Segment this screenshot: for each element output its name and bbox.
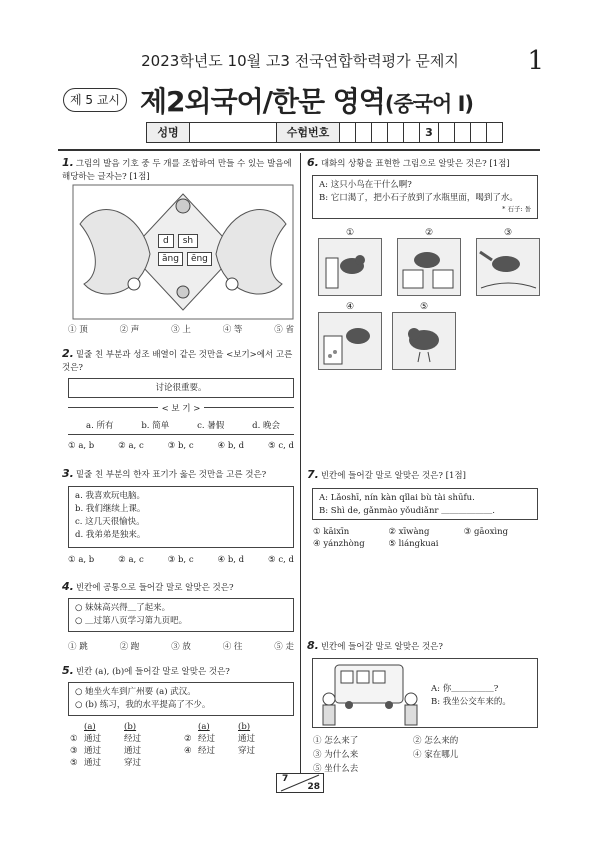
option[interactable]: ③ b, c (167, 441, 194, 451)
q3-item: c. 这几天很愉快。 (75, 517, 145, 527)
option[interactable]: ④ b, d (217, 555, 245, 565)
option[interactable]: ⑤ c, d (268, 441, 294, 451)
q5-item: ○ (b) 练习，我的水平提高了不少。 (75, 700, 211, 710)
question-5 (62, 664, 294, 679)
current-page: 7 (282, 774, 289, 784)
option[interactable]: ⑤ c, d (268, 555, 294, 565)
option[interactable]: ① a, b (68, 441, 95, 451)
question-text: 빈칸 (a), (b)에 들어갈 말로 알맞은 것은? (75, 667, 230, 677)
q4-item: ○ 妹妹高兴得＿了起来。 (75, 603, 171, 613)
q2-sentence-box: 讨论很重要。 (68, 378, 294, 398)
dialog-line: A: 这只小鸟在干什么啊? (319, 180, 412, 190)
syllable-box: sh (178, 234, 198, 248)
option-b: 经过 (124, 734, 142, 744)
q2-options (68, 441, 294, 451)
picture-option-5[interactable] (392, 302, 456, 374)
picture-label: ② (424, 228, 434, 238)
option-num[interactable]: ⑤ (70, 758, 78, 768)
picture-label: ④ (345, 302, 355, 312)
q5-item: ○ 她坐火车到广州要 (a) 武汉。 (75, 687, 196, 697)
question-number: 2. (62, 347, 74, 360)
option[interactable]: ① 跳 (68, 642, 88, 652)
q3-item: d. 我弟弟是独来。 (75, 530, 146, 540)
id-row (146, 122, 503, 143)
fish-coin-illustration (72, 184, 294, 320)
option-b: 穿过 (238, 746, 256, 756)
picture-option-2[interactable] (397, 228, 461, 300)
option[interactable]: ① kāixīn (313, 527, 350, 537)
option[interactable]: ① a, b (68, 555, 95, 565)
dialog-line: A: Lǎoshī, nín kàn qǐlai bù tài shūfu. (319, 493, 475, 503)
option[interactable]: ② 怎么来的 (413, 736, 459, 746)
option-b: 通过 (238, 734, 256, 744)
syllable-grid (158, 234, 208, 266)
exam-digit-box[interactable] (487, 123, 502, 142)
question-number: 6. (307, 156, 319, 169)
bogi-item: a. 所有 (86, 421, 114, 431)
exam-digit-box[interactable] (404, 123, 420, 142)
option-num[interactable]: ① (70, 734, 78, 744)
q3-item: b. 我们继续上课。 (75, 504, 146, 514)
name-label: 성명 (147, 123, 190, 142)
option-b: 通过 (124, 746, 142, 756)
option[interactable]: ③ 放 (171, 642, 191, 652)
question-text: 빈칸에 공통으로 들어갈 말로 알맞은 것은? (75, 583, 234, 593)
q4-options (68, 640, 294, 652)
col-header-a: (a) (198, 722, 210, 732)
option-a: 通过 (84, 758, 102, 768)
q7-options (313, 527, 539, 549)
bird-picture (392, 312, 456, 370)
question-text: 밑줄 친 부분과 성조 배열이 같은 것만을 <보기>에서 고른 것은? (62, 350, 293, 373)
q4-items-box (68, 598, 294, 632)
picture-option-3[interactable] (476, 228, 540, 300)
option[interactable]: ② a, c (118, 555, 144, 565)
bird-picture (397, 238, 461, 296)
subject-main: 제2외국어/한문 영역 (140, 85, 385, 118)
option-a: 通过 (84, 746, 102, 756)
exam-digit-box[interactable] (471, 123, 487, 142)
bogi-item: d. 晚会 (252, 421, 280, 431)
picture-option-4[interactable] (318, 302, 382, 374)
exam-number-label: 수험번호 (277, 123, 340, 142)
q7-dialog-box (312, 488, 538, 520)
question-6 (307, 156, 539, 171)
column-divider (300, 153, 301, 773)
option[interactable]: ④ 往 (222, 642, 243, 652)
q1-options (68, 323, 294, 335)
question-text: 밑줄 친 부분의 한자 표기가 옳은 것만을 고른 것은? (75, 470, 267, 480)
question-4 (62, 580, 294, 595)
option[interactable]: ④ b, d (217, 441, 245, 451)
exam-header-title: 2023학년도 10월 고3 전국연합학력평가 문제지 (141, 52, 459, 70)
q5-options-table (70, 721, 294, 769)
exam-digit-box[interactable] (455, 123, 471, 142)
subject-sub: (중국어 Ⅰ) (384, 92, 474, 116)
exam-digit-fixed: 3 (420, 123, 439, 142)
syllable-box: ēng (187, 252, 212, 266)
col-header-b: (b) (124, 722, 137, 732)
page-indicator (276, 773, 324, 793)
option[interactable]: ③ 上 (171, 325, 191, 335)
option[interactable]: ② a, c (118, 441, 144, 451)
dialog-line: B: Shì de, gǎnmào yǒudiǎnr ＿＿＿＿＿＿. (319, 506, 495, 516)
dialog-line: A: 你＿＿＿＿＿? (431, 684, 499, 694)
option[interactable]: ③ b, c (167, 555, 194, 565)
option-a: 经过 (198, 746, 216, 756)
option[interactable]: ① 顶 (68, 325, 88, 335)
page-number: 1 (527, 46, 544, 76)
bogi-item: b. 简单 (141, 421, 170, 431)
option-a: 通过 (84, 734, 102, 744)
q4-item: ○ ＿过第八页学习第九页吧。 (75, 616, 188, 626)
option[interactable]: ⑤ liángkuai (388, 539, 439, 549)
q8-options (313, 734, 513, 774)
option[interactable]: ⑤ 走 (274, 642, 294, 652)
picture-label: ③ (503, 228, 513, 238)
question-text: 빈칸에 들어갈 말로 알맞은 것은? [1점] (320, 471, 466, 481)
option-num[interactable]: ④ (184, 746, 192, 756)
question-number: 3. (62, 467, 74, 480)
col-header-b: (b) (238, 722, 251, 732)
question-text: 그림의 발음 기호 중 두 개를 조합하여 만들 수 있는 발음에 해당하는 글자는? [1점] (62, 159, 292, 182)
option[interactable]: ② xīwàng (388, 527, 430, 537)
q8-scene-box (312, 658, 538, 728)
bird-picture (318, 312, 382, 370)
q6-dialog-box (312, 175, 538, 219)
exam-digit-box[interactable] (439, 123, 455, 142)
picture-option-1[interactable] (318, 228, 382, 300)
exam-digit-box[interactable] (388, 123, 404, 142)
bus-stop-illustration (315, 659, 425, 727)
option-num[interactable]: ③ (70, 746, 78, 756)
question-number: 8. (307, 639, 319, 652)
option-a: 经过 (198, 734, 216, 744)
question-2 (62, 347, 294, 375)
q3-items-box (68, 486, 294, 548)
question-8 (307, 639, 539, 654)
bird-picture (318, 238, 382, 296)
bird-picture (476, 238, 540, 296)
exam-digit-box[interactable] (340, 123, 356, 142)
q3-options (68, 555, 294, 565)
col-header-a: (a) (84, 722, 96, 732)
question-number: 4. (62, 580, 74, 593)
option[interactable]: ④ 等 (222, 325, 243, 335)
question-number: 5. (62, 664, 74, 677)
option[interactable]: ③ gāoxìng (463, 527, 509, 537)
option[interactable]: ④ yánzhòng (313, 539, 365, 549)
name-field[interactable] (190, 123, 277, 142)
dialog-line: B: 它口渴了，把小石子放到了水瓶里面，喝到了水。 (319, 193, 518, 203)
question-text: 대화의 상황을 표현한 그림으로 알맞은 것은? [1점] (320, 159, 510, 169)
option[interactable]: ② 声 (119, 325, 140, 335)
picture-label: ① (345, 228, 355, 238)
q6-pictures (318, 228, 540, 374)
question-1 (62, 156, 294, 184)
option-num[interactable]: ② (184, 734, 192, 744)
option-b: 穿过 (124, 758, 142, 768)
bogi-label: < 보 기 > (158, 404, 205, 414)
period-badge: 제 5 교시 (63, 88, 127, 112)
total-pages: 28 (307, 782, 320, 792)
subject-title (140, 80, 473, 120)
question-number: 7. (307, 468, 319, 481)
option[interactable]: ④ 家在哪儿 (413, 750, 459, 760)
question-7 (307, 468, 539, 483)
question-text: 빈칸에 들어갈 말로 알맞은 것은? (320, 642, 443, 652)
option[interactable]: ⑤ 坐什么去 (313, 764, 359, 774)
question-3 (62, 467, 294, 482)
option[interactable]: ② 跑 (119, 642, 140, 652)
q5-items-box (68, 682, 294, 716)
option[interactable]: ① 怎么来了 (313, 736, 359, 746)
syllable-box: āng (158, 252, 183, 266)
option[interactable]: ⑤ 省 (274, 325, 294, 335)
q2-bogi-box (68, 404, 294, 435)
exam-digit-box[interactable] (372, 123, 388, 142)
header-rule (58, 149, 540, 151)
syllable-box: d (158, 234, 174, 248)
dialog-line: B: 我坐公交车来的。 (431, 697, 511, 707)
exam-digit-box[interactable] (356, 123, 372, 142)
q6-note: * 石子: 돌 (502, 205, 531, 213)
question-number: 1. (62, 156, 74, 169)
q3-item: a. 我喜欢玩电脑。 (75, 491, 145, 501)
bogi-item: c. 暑假 (197, 421, 225, 431)
picture-label: ⑤ (419, 302, 429, 312)
option[interactable]: ③ 为什么来 (313, 750, 359, 760)
